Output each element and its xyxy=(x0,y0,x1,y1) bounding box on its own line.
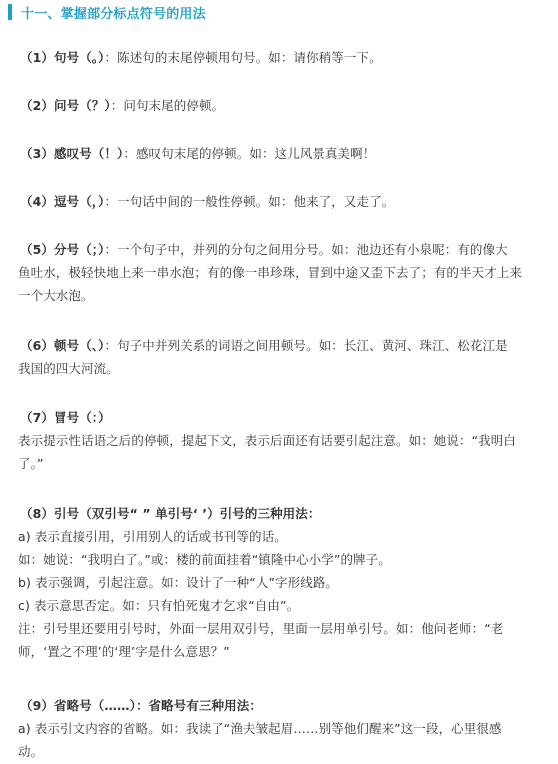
item-text: 表示提示性话语之后的停顿，提起下文，表示后面还有话要引起注意。如：她说：“我明白 xyxy=(18,433,516,448)
item-usage-a: a) 表示引文内容的省略。如：我读了“渔夫皱起眉……别等他们醒来”这一段，心里很感 xyxy=(18,721,502,736)
item-line xyxy=(20,190,540,213)
item-usage-b: b) 表示强调，引起注意。如：设计了一种“人”字形线路。 xyxy=(18,575,339,590)
punctuation-item-comma xyxy=(20,190,540,213)
punctuation-item-ellipsis xyxy=(20,694,540,763)
item-text: ：陈述句的末尾停顿用句号。如：请你稍等一下。 xyxy=(104,50,382,65)
item-example: 如：她说：“我明白了。”或：楼的前面挂着“镇隆中心小学”的牌子。 xyxy=(18,552,391,567)
item-heading: （4）逗号（，） xyxy=(20,194,105,209)
item-heading: （9）省略号（……）：省略号有三种用法： xyxy=(20,698,262,713)
item-heading: （2）问号（？） xyxy=(20,98,111,113)
title-accent-bar xyxy=(8,4,12,20)
item-text-continued: 了。” xyxy=(18,456,44,471)
item-line xyxy=(20,142,540,165)
item-text: ：句子中并列关系的词语之间用顿号。如：长江、黄河、珠江、松花江是 xyxy=(104,338,508,353)
item-text: ：感叹句末尾的停顿。如：这儿风景真美啊！ xyxy=(123,146,376,161)
item-text: ：问句末尾的停顿。 xyxy=(110,98,225,113)
item-line xyxy=(20,334,540,357)
item-heading: （5）分号（；） xyxy=(20,242,105,257)
item-heading: （8）引号（双引号“ ” 单引号‘ ’）引号的三种用法： xyxy=(20,506,321,521)
item-text-continued: 一个大水泡。 xyxy=(18,288,94,303)
item-heading: （3）感叹号（！） xyxy=(20,146,124,161)
item-text-continued: 动。 xyxy=(18,744,44,759)
punctuation-item-semicolon xyxy=(20,238,540,307)
section-title-text: 十一、掌握部分标点符号的用法 xyxy=(21,6,206,22)
punctuation-item-period xyxy=(20,46,540,69)
item-usage-a: a) 表示直接引用，引用别人的话或书刊等的话。 xyxy=(18,529,287,544)
item-line xyxy=(20,46,540,69)
item-heading: （6）顿号（、） xyxy=(20,338,105,353)
punctuation-item-quotation-marks xyxy=(20,502,540,663)
item-line xyxy=(20,94,540,117)
item-heading: （1）句号（。） xyxy=(20,50,105,65)
item-text: ：一个句子中，并列的分句之间用分号。如：池边还有小泉呢：有的像大 xyxy=(104,242,508,257)
item-usage-c: c) 表示意思否定。如：只有怕死鬼才乞求“自由”。 xyxy=(18,598,300,613)
item-line xyxy=(20,238,540,261)
punctuation-item-question-mark xyxy=(20,94,540,117)
item-note-continued: 师，‘置之不理’的‘理’字是什么意思？” xyxy=(18,644,230,659)
punctuation-item-colon xyxy=(20,406,540,475)
section-title xyxy=(8,3,206,21)
item-text-continued: 鱼吐水，极轻快地上来一串水泡；有的像一串珍珠，冒到中途又歪下去了；有的半天才上来 xyxy=(18,265,523,280)
item-heading: （7）冒号（：） xyxy=(20,410,111,425)
item-text: ：一句话中间的一般性停顿。如：他来了，又走了。 xyxy=(104,194,395,209)
item-note: 注：引号里还要用引号时，外面一层用双引号，里面一层用单引号。如：他问老师：“老 xyxy=(18,621,504,636)
punctuation-item-enumeration-comma xyxy=(20,334,540,380)
punctuation-item-exclamation-mark xyxy=(20,142,540,165)
item-text-continued: 我国的四大河流。 xyxy=(18,361,119,376)
